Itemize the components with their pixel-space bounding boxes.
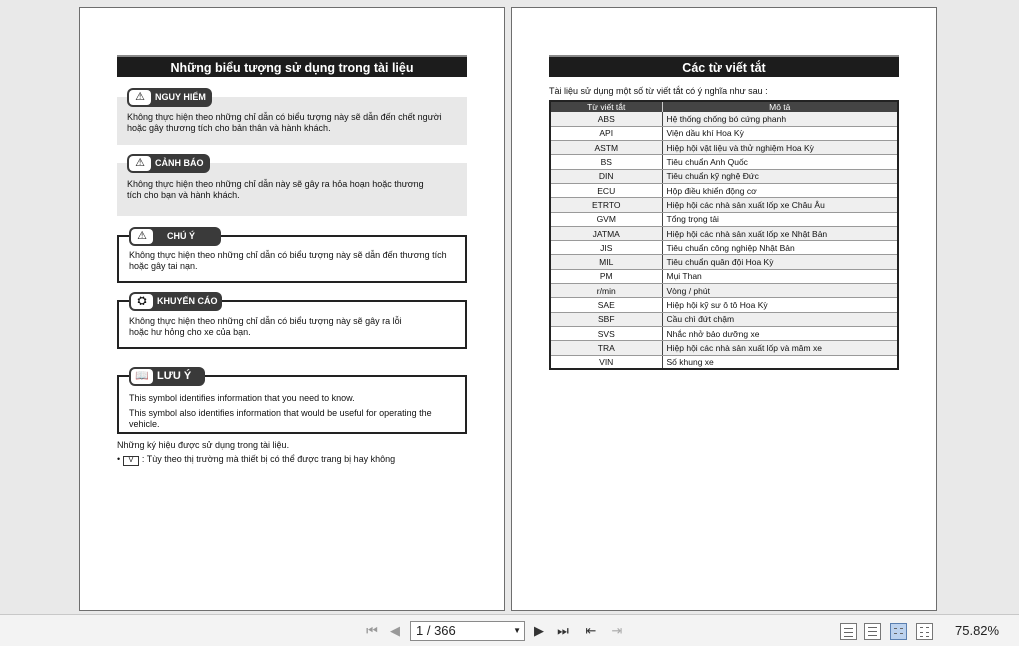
optional-note-text: : Tùy theo thị trường mà thiết bị có thể được trang bị hay không xyxy=(141,454,396,464)
table-row xyxy=(550,298,898,312)
table-row xyxy=(550,155,898,169)
table-row xyxy=(550,183,898,197)
abbreviation-cell: BS xyxy=(550,155,662,169)
abbreviations-table xyxy=(549,100,899,370)
abbreviation-cell: JATMA xyxy=(550,226,662,240)
page-number-value: 1 / 366 xyxy=(416,623,456,638)
column-header-abbreviation: Từ viết tắt xyxy=(550,101,662,112)
page-right xyxy=(511,7,937,611)
table-row xyxy=(550,141,898,155)
danger-tag xyxy=(127,88,212,107)
first-page-icon[interactable]: ⏮ xyxy=(366,623,378,638)
table-row xyxy=(550,226,898,240)
table-row xyxy=(550,198,898,212)
warning-tag xyxy=(127,154,210,173)
abbreviation-cell: ETRTO xyxy=(550,198,662,212)
abbreviation-cell: TRA xyxy=(550,341,662,355)
caution-tag xyxy=(129,227,221,246)
table-row xyxy=(550,169,898,183)
last-page-icon[interactable]: ⏭ xyxy=(557,623,569,638)
warning-triangle-icon: ⚠ xyxy=(131,229,153,244)
column-header-description: Mô tả xyxy=(662,101,898,112)
danger-text-2: hoặc gây thương tích cho bản thân và hành khách. xyxy=(127,123,331,133)
table-row xyxy=(550,112,898,126)
abbreviation-cell: r/min xyxy=(550,284,662,298)
warning-label: CẢNH BÁO xyxy=(155,158,204,168)
advice-tag xyxy=(129,292,222,311)
book-icon: 📖 xyxy=(131,369,153,384)
table-row xyxy=(550,212,898,226)
note-text-2: This symbol also identifies information that would be useful for operating the xyxy=(129,408,432,418)
next-page-icon[interactable]: ▶ xyxy=(534,623,544,638)
abbreviation-cell: ECU xyxy=(550,183,662,197)
table-row xyxy=(550,241,898,255)
description-cell: Hiệp hội các nhà sản xuất lốp và mâm xe xyxy=(662,341,898,355)
description-cell: Tiêu chuẩn công nghiệp Nhật Bản xyxy=(662,241,898,255)
table-row xyxy=(550,326,898,340)
single-page-view-icon[interactable] xyxy=(840,623,857,640)
two-page-view-icon[interactable] xyxy=(890,623,907,640)
abbreviation-cell: SAE xyxy=(550,298,662,312)
optional-badge: V xyxy=(123,456,140,466)
danger-box xyxy=(117,91,467,145)
vehicle-damage-icon: ⛭ xyxy=(131,294,153,309)
note-box xyxy=(117,370,467,434)
abbreviation-cell: ASTM xyxy=(550,141,662,155)
note-tag xyxy=(129,367,205,386)
danger-label: NGUY HIỂM xyxy=(155,92,206,102)
continuous-view-icon[interactable] xyxy=(864,623,881,640)
advice-text-2: hoặc hư hỏng cho xe của bạn. xyxy=(129,327,251,337)
description-cell: Viện dầu khí Hoa Kỳ xyxy=(662,126,898,140)
warning-text-2: tích cho bạn và hành khách. xyxy=(127,190,240,200)
description-cell: Hộp điều khiển động cơ xyxy=(662,183,898,197)
page-left xyxy=(79,7,505,611)
table-row xyxy=(550,355,898,369)
table-header xyxy=(550,101,898,112)
description-cell: Vòng / phút xyxy=(662,284,898,298)
description-cell: Tiêu chuẩn kỹ nghệ Đức xyxy=(662,169,898,183)
caution-box xyxy=(117,230,467,283)
warning-triangle-icon: ⚠ xyxy=(129,156,151,171)
note-text-3: vehicle. xyxy=(129,419,160,429)
zoom-level[interactable]: 75.82% xyxy=(955,623,1000,638)
abbreviation-cell: VIN xyxy=(550,355,662,369)
two-page-continuous-view-icon[interactable] xyxy=(916,623,933,640)
table-row xyxy=(550,341,898,355)
table-row xyxy=(550,269,898,283)
abbreviation-cell: PM xyxy=(550,269,662,283)
previous-page-icon[interactable]: ◀ xyxy=(390,623,400,638)
description-cell: Mụi Than xyxy=(662,269,898,283)
caution-text-2: hoặc gây tai nạn. xyxy=(129,261,198,271)
abbreviations-intro: Tài liệu sử dụng một số từ viết tắt có ý nghĩa như sau : xyxy=(549,86,768,96)
description-cell: Tổng trọng tải xyxy=(662,212,898,226)
note-text-1: This symbol identifies information that you need to know. xyxy=(129,393,355,403)
table-body xyxy=(550,112,898,369)
go-back-icon[interactable]: ⇤ xyxy=(585,623,597,638)
abbreviation-cell: SVS xyxy=(550,326,662,340)
warning-box xyxy=(117,157,467,216)
table-row xyxy=(550,126,898,140)
description-cell: Nhắc nhở bảo dưỡng xe xyxy=(662,326,898,340)
description-cell: Tiêu chuẩn quân đội Hoa Kỳ xyxy=(662,255,898,269)
table-row xyxy=(550,312,898,326)
advice-box xyxy=(117,295,467,349)
advice-label: KHUYẾN CÁO xyxy=(157,296,218,306)
description-cell: Cầu chì đứt chậm xyxy=(662,312,898,326)
description-cell: Tiêu chuẩn Anh Quốc xyxy=(662,155,898,169)
caution-label: CHÚ Ý xyxy=(167,231,196,241)
abbreviation-cell: JIS xyxy=(550,241,662,255)
abbreviation-cell: MIL xyxy=(550,255,662,269)
page-title: Những biểu tượng sử dụng trong tài liệu xyxy=(117,55,467,77)
abbreviation-cell: DIN xyxy=(550,169,662,183)
description-cell: Hiệp hội các nhà sản xuất lốp xe Châu Âu xyxy=(662,198,898,212)
symbols-footnote: Những ký hiệu được sử dụng trong tài liệu. xyxy=(117,440,290,450)
warning-text-1: Không thực hiện theo những chỉ dẫn này sẽ gây ra hỏa hoạn hoặc thương xyxy=(127,179,424,189)
chevron-down-icon[interactable]: ▼ xyxy=(513,626,521,635)
note-label: LƯU Ý xyxy=(157,370,192,382)
description-cell: Hiệp hội kỹ sư ô tô Hoa Kỳ xyxy=(662,298,898,312)
description-cell: Hệ thống chống bó cứng phanh xyxy=(662,112,898,126)
abbreviation-cell: GVM xyxy=(550,212,662,226)
table-row xyxy=(550,284,898,298)
go-forward-icon[interactable]: ⇥ xyxy=(611,623,623,638)
viewer-toolbar xyxy=(0,614,1019,646)
description-cell: Hiệp hội các nhà sản xuất lốp xe Nhật Bản xyxy=(662,226,898,240)
danger-text-1: Không thực hiện theo những chỉ dẫn có biểu tượng này sẽ dẫn đến chết người xyxy=(127,112,442,122)
warning-triangle-icon: ⚠ xyxy=(129,90,151,105)
abbreviations-title: Các từ viết tắt xyxy=(549,55,899,77)
description-cell: Hiệp hội vật liệu và thử nghiệm Hoa Kỳ xyxy=(662,141,898,155)
caution-text-1: Không thực hiện theo những chỉ dẫn có biểu tượng này sẽ dẫn đến thương tích xyxy=(129,250,447,260)
abbreviation-cell: API xyxy=(550,126,662,140)
description-cell: Số khung xe xyxy=(662,355,898,369)
page-number-field[interactable] xyxy=(410,621,525,641)
advice-text-1: Không thực hiện theo những chỉ dẫn có biểu tượng này sẽ gây ra lỗi xyxy=(129,316,402,326)
abbreviation-cell: ABS xyxy=(550,112,662,126)
bullet: • xyxy=(117,454,121,464)
table-row xyxy=(550,255,898,269)
optional-equipment-note xyxy=(117,454,395,466)
abbreviation-cell: SBF xyxy=(550,312,662,326)
